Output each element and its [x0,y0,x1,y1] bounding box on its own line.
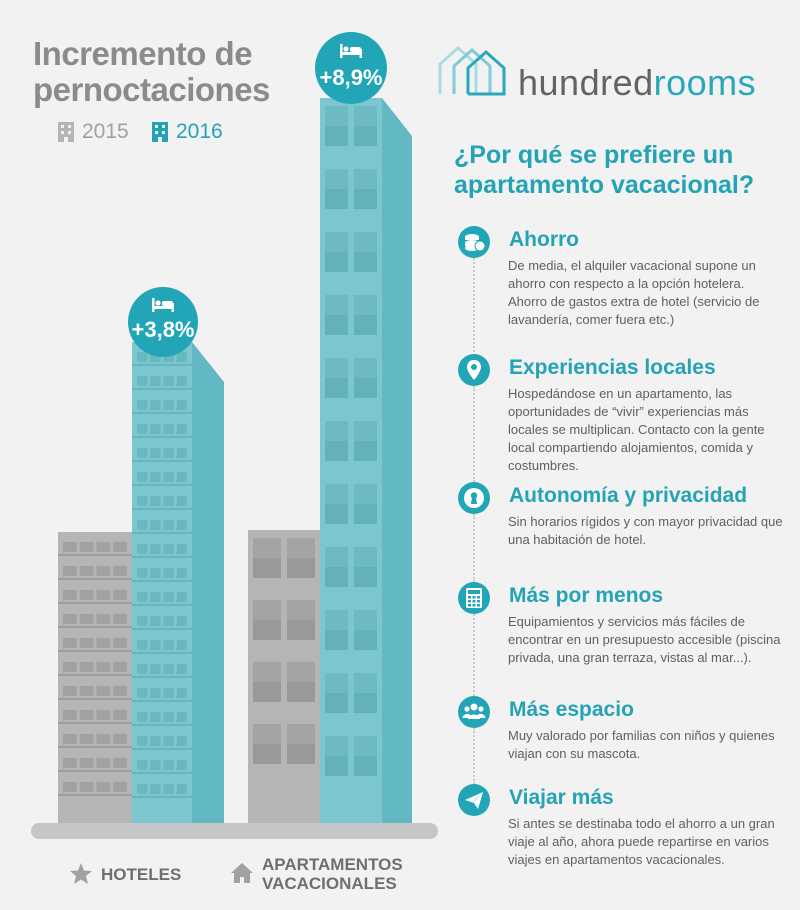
window [113,542,127,552]
window [164,760,174,770]
floor-line [58,770,132,772]
window [63,686,77,696]
reason-text: Hospedándose en un apartamento, las oportunidades de “vivir” experiencias más locales se multiplican. Contacto con la gente local compartiendo alojamientos, comida y costumbres. [508,386,765,473]
window [97,542,111,552]
coins-icon [458,226,490,258]
window [164,400,174,410]
window [150,784,160,794]
star-icon [70,863,92,884]
window-pane [287,558,315,578]
window [150,736,160,746]
logo-text-dark: hundred [518,62,654,103]
window [137,496,147,506]
window [177,424,187,434]
window [80,542,94,552]
category-label-line1: APARTAMENTOS [262,855,403,874]
hundredrooms-logo-icon [438,44,513,96]
floor-line [132,724,192,726]
category-hoteles [70,865,181,884]
window [113,566,127,576]
window [113,662,127,672]
growth-badge-hoteles [128,287,198,357]
dotted-connector [473,386,477,482]
floor-line [58,626,132,628]
reason-text: Sin horarios rígidos y con mayor privacidad que una habitación de hotel. [508,514,783,547]
window [164,568,174,578]
bed-icon [152,298,174,312]
window-pane [354,756,377,776]
dotted-connector [473,258,477,356]
growth-label-hoteles: +3,8% [131,317,195,342]
window [177,688,187,698]
window [150,664,160,674]
window [137,712,147,722]
window [97,686,111,696]
floor-line [58,554,132,556]
window-pane [253,682,281,702]
window [80,614,94,624]
reason-text: De media, el alquiler vacacional supone un ahorro con respecto a la opción hotelera. Ahorro de gastos extra de hotel (servicio de lavandería, comer fuera etc.) [508,258,760,327]
window-pane [325,630,348,650]
reason-title: Ahorro [509,228,579,251]
window [97,566,111,576]
window [137,688,147,698]
floor-line [58,746,132,748]
window [177,784,187,794]
window [164,784,174,794]
window-pane [325,756,348,776]
window [113,686,127,696]
title-line-2: pernoctaciones [33,71,270,108]
window [97,734,111,744]
floor-line [132,748,192,750]
window [63,710,77,720]
window [97,614,111,624]
logo-wordmark [518,62,756,104]
window [80,638,94,648]
floor-line [132,652,192,654]
window [113,734,127,744]
window [164,376,174,386]
window-pane [354,126,377,146]
reason-text: Si antes se destinaba todo el ahorro a un gran viaje al año, ahora puede repartirse en varios viajes en apartamentos vacacionales. [508,816,775,867]
window [164,544,174,554]
floor-line [132,604,192,606]
floor-line [132,460,192,462]
window [150,448,160,458]
legend-label-2016: 2016 [176,120,223,143]
window [137,664,147,674]
location-pin-icon [458,354,490,386]
window-pane [325,441,348,461]
window-pane [354,378,377,398]
floor-line [132,676,192,678]
window [97,662,111,672]
window [164,592,174,602]
window [177,376,187,386]
window [150,760,160,770]
window [137,616,147,626]
window-pane [354,441,377,461]
window-pane [325,567,348,587]
window [164,712,174,722]
window [177,352,187,362]
window [150,424,160,434]
window [137,736,147,746]
window [164,736,174,746]
floor-line [132,532,192,534]
window [164,664,174,674]
window-pane [354,630,377,650]
window [177,736,187,746]
window [177,640,187,650]
window [137,352,147,362]
window [150,400,160,410]
window-pane [325,693,348,713]
window-pane [325,252,348,272]
window-pane [253,620,281,640]
window [164,472,174,482]
window [177,760,187,770]
floor-line [132,484,192,486]
floor-line [132,412,192,414]
window [113,638,127,648]
category-label-hoteles: HOTELES [101,865,182,884]
window [150,592,160,602]
window [80,710,94,720]
bed-icon [340,44,362,58]
window [150,472,160,482]
title-line-1: Incremento de [33,35,253,72]
floor-line [132,436,192,438]
bar-apartamentos-2016-side [382,98,412,823]
window [63,638,77,648]
window [63,758,77,768]
window-pane [287,744,315,764]
window [137,640,147,650]
reason-title: Más espacio [509,698,634,721]
reason-text: Muy valorado por familias con niños y quienes viajan con su mascota. [508,728,775,761]
window-pane [287,620,315,640]
window [80,782,94,792]
growth-label-apartamentos: +8,9% [319,65,383,90]
floor-line [58,602,132,604]
window [150,568,160,578]
floor-line [132,628,192,630]
floor-line [58,578,132,580]
window [164,616,174,626]
window [80,566,94,576]
reason-title: Más por menos [509,584,664,607]
window [177,664,187,674]
window [63,734,77,744]
window [150,616,160,626]
window [113,590,127,600]
window-pane [354,567,377,587]
window-pane [325,504,348,524]
reason-title: Autonomía y privacidad [509,484,748,507]
window [177,400,187,410]
window-pane [253,744,281,764]
dotted-connector [473,614,477,696]
floor-line [132,772,192,774]
window-pane [354,252,377,272]
window [137,784,147,794]
window [164,496,174,506]
floor-line [132,700,192,702]
window [113,614,127,624]
window [97,758,111,768]
window [80,590,94,600]
floor-line [132,388,192,390]
ground-base [31,823,438,839]
window [150,544,160,554]
floor-line [132,364,192,366]
window [177,712,187,722]
window [80,734,94,744]
window [63,614,77,624]
floor-line [132,796,192,798]
window [113,782,127,792]
question-line-2: apartamento vacacional? [454,171,755,199]
window [80,758,94,768]
question-heading [454,140,794,200]
window [97,590,111,600]
window-pane [354,504,377,524]
window [63,662,77,672]
window [177,568,187,578]
growth-badge-apartamentos [315,32,387,104]
window [63,590,77,600]
window [97,638,111,648]
window [177,472,187,482]
window-pane [325,315,348,335]
window [113,710,127,720]
window [150,376,160,386]
window [137,400,147,410]
window [164,448,174,458]
window [164,688,174,698]
window [113,758,127,768]
window [177,544,187,554]
window [63,566,77,576]
window [137,760,147,770]
window-pane [354,315,377,335]
window-pane [325,189,348,209]
window-pane [253,558,281,578]
people-icon [458,696,490,728]
window [150,712,160,722]
window [137,424,147,434]
keyhole-icon [458,482,490,514]
bar-hoteles-2016-side [192,342,224,823]
bar-hoteles-2016 [132,342,192,823]
window [150,640,160,650]
floor-line [132,508,192,510]
window-pane [325,378,348,398]
window [137,376,147,386]
category-label-line2: VACACIONALES [262,874,397,893]
window-pane [325,126,348,146]
window [137,448,147,458]
floor-line [58,698,132,700]
window [97,710,111,720]
reason-title: Viajar más [509,786,614,809]
window [80,686,94,696]
window [97,782,111,792]
floor-line [58,674,132,676]
window-pane [354,189,377,209]
window [80,662,94,672]
window [150,496,160,506]
window [137,520,147,530]
reason-text: Equipamientos y servicios más fáciles de encontrar en un presupuesto accesible (piscina privada, una gran terraza, vistas al mar...). [508,614,781,665]
calculator-icon [458,582,490,614]
floor-line [58,722,132,724]
dotted-connector [473,728,477,784]
window [137,544,147,554]
floor-line [58,794,132,796]
window [63,782,77,792]
window [150,688,160,698]
window [63,542,77,552]
window [150,520,160,530]
house-icon [231,863,253,883]
window [177,448,187,458]
window [177,496,187,506]
window [164,640,174,650]
floor-line [58,650,132,652]
question-line-1: ¿Por qué se prefiere un [454,141,734,169]
logo-text-brand: rooms [653,62,757,103]
floor-line [132,556,192,558]
window [177,520,187,530]
window [177,616,187,626]
window-pane [354,693,377,713]
window [137,592,147,602]
floor-line [132,580,192,582]
window [164,424,174,434]
window [137,472,147,482]
category-apartamentos [231,855,403,893]
legend-label-2015: 2015 [82,120,129,143]
reason-title: Experiencias locales [509,356,716,379]
window-pane [287,682,315,702]
window [137,568,147,578]
window [164,520,174,530]
window [177,592,187,602]
paper-plane-icon [458,784,490,816]
dotted-connector [473,514,477,582]
